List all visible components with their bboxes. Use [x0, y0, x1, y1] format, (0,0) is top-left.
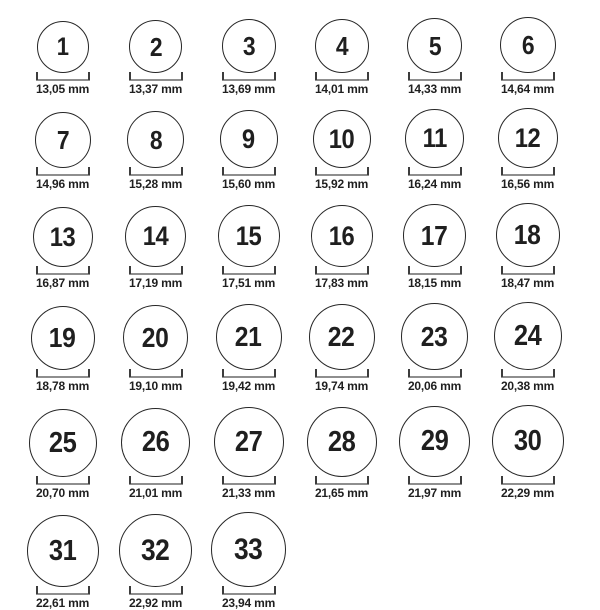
diameter-label: 17,19 mm	[128, 276, 183, 290]
measure-left-tick-icon	[222, 369, 224, 377]
diameter-measure-line	[501, 168, 555, 176]
diameter-label: 20,06 mm	[407, 379, 462, 393]
measure-right-tick-icon	[88, 167, 90, 175]
ring-size-number: 17	[421, 219, 448, 251]
ring-size-item	[109, 305, 202, 393]
ring-circle	[494, 302, 562, 370]
ring-size-row	[16, 405, 600, 500]
ring-circle	[29, 409, 97, 477]
diameter-label: 17,51 mm	[221, 276, 276, 290]
diameter-measure-line	[36, 267, 90, 275]
measure-right-tick-icon	[553, 167, 555, 175]
measure-left-tick-icon	[222, 72, 224, 80]
measure-left-tick-icon	[408, 369, 410, 377]
diameter-label: 14,64 mm	[500, 82, 555, 96]
ring-size-item	[202, 110, 295, 191]
ring-circle	[31, 306, 95, 370]
diameter-measure-line	[129, 168, 183, 176]
ring-circle	[401, 303, 468, 370]
ring-size-grid	[16, 17, 600, 610]
ring-size-item	[388, 303, 481, 393]
diameter-measure-line	[408, 267, 462, 275]
diameter-label: 21,97 mm	[407, 486, 462, 500]
diameter-label: 20,70 mm	[35, 486, 90, 500]
ring-size-number: 1	[56, 32, 69, 61]
ring-size-number: 32	[141, 533, 170, 567]
diameter-measure-line	[222, 73, 276, 81]
diameter-measure-line	[129, 370, 183, 378]
ring-size-item	[295, 407, 388, 500]
diameter-measure-line	[36, 477, 90, 485]
ring-size-item	[109, 514, 202, 610]
ring-size-number: 3	[242, 31, 255, 61]
diameter-measure-line	[222, 477, 276, 485]
measure-left-tick-icon	[36, 476, 38, 484]
diameter-measure-line	[408, 370, 462, 378]
measure-left-tick-icon	[315, 167, 317, 175]
ring-circle	[121, 408, 190, 477]
ring-size-item	[109, 20, 202, 96]
ring-circle	[119, 514, 192, 587]
diameter-label: 21,65 mm	[314, 486, 369, 500]
ring-circle	[125, 206, 186, 267]
ring-circle	[399, 406, 470, 477]
diameter-label: 18,15 mm	[407, 276, 462, 290]
ring-circle	[222, 19, 276, 73]
ring-size-number: 25	[48, 426, 77, 459]
diameter-measure-line	[501, 477, 555, 485]
ring-size-item	[16, 112, 109, 191]
ring-size-item	[16, 21, 109, 96]
diameter-measure-line	[129, 267, 183, 275]
ring-size-number: 5	[428, 30, 441, 61]
ring-circle	[218, 205, 280, 267]
measure-left-tick-icon	[315, 476, 317, 484]
diameter-measure-line	[36, 587, 90, 595]
ring-size-item	[202, 407, 295, 500]
diameter-measure-line	[129, 477, 183, 485]
ring-circle	[27, 515, 99, 587]
diameter-measure-line	[501, 267, 555, 275]
ring-size-item	[388, 204, 481, 290]
diameter-label: 19,10 mm	[128, 379, 183, 393]
ring-circle	[37, 21, 89, 73]
ring-size-item	[481, 108, 574, 191]
measure-right-tick-icon	[553, 476, 555, 484]
diameter-measure-line	[315, 73, 369, 81]
measure-right-tick-icon	[274, 369, 276, 377]
ring-size-number: 2	[149, 31, 162, 62]
measure-left-tick-icon	[501, 369, 503, 377]
ring-size-item	[295, 304, 388, 393]
ring-circle	[311, 205, 373, 267]
ring-circle	[496, 203, 560, 267]
measure-left-tick-icon	[36, 167, 38, 175]
ring-size-item	[109, 206, 202, 290]
measure-right-tick-icon	[181, 266, 183, 274]
measure-right-tick-icon	[367, 72, 369, 80]
ring-circle	[492, 405, 564, 477]
measure-left-tick-icon	[129, 167, 131, 175]
measure-right-tick-icon	[367, 167, 369, 175]
diameter-measure-line	[222, 267, 276, 275]
diameter-label: 21,33 mm	[221, 486, 276, 500]
diameter-measure-line	[129, 587, 183, 595]
ring-size-row	[16, 302, 600, 393]
ring-size-number: 12	[514, 122, 541, 153]
diameter-label: 19,42 mm	[221, 379, 276, 393]
ring-size-item	[481, 203, 574, 290]
measure-right-tick-icon	[460, 167, 462, 175]
ring-size-item	[202, 19, 295, 96]
diameter-measure-line	[315, 267, 369, 275]
ring-circle	[211, 512, 286, 587]
ring-circle	[220, 110, 278, 168]
ring-circle	[35, 112, 91, 168]
measure-right-tick-icon	[181, 167, 183, 175]
ring-size-number: 19	[49, 322, 76, 353]
measure-right-tick-icon	[460, 369, 462, 377]
diameter-measure-line	[36, 370, 90, 378]
ring-size-item	[295, 110, 388, 191]
ring-size-item	[481, 302, 574, 393]
measure-right-tick-icon	[274, 586, 276, 594]
diameter-label: 21,01 mm	[128, 486, 183, 500]
diameter-measure-line	[408, 168, 462, 176]
ring-circle	[33, 207, 93, 267]
ring-size-item	[16, 409, 109, 500]
diameter-label: 22,92 mm	[128, 596, 183, 610]
ring-circle	[403, 204, 466, 267]
measure-right-tick-icon	[460, 476, 462, 484]
measure-left-tick-icon	[36, 586, 38, 594]
diameter-label: 22,29 mm	[500, 486, 555, 500]
ring-circle	[216, 304, 282, 370]
measure-right-tick-icon	[274, 72, 276, 80]
ring-size-item	[16, 306, 109, 393]
measure-left-tick-icon	[222, 476, 224, 484]
ring-size-number: 33	[234, 532, 263, 566]
diameter-measure-line	[222, 370, 276, 378]
measure-left-tick-icon	[129, 266, 131, 274]
ring-size-number: 31	[48, 534, 77, 567]
measure-right-tick-icon	[88, 586, 90, 594]
ring-size-number: 29	[420, 425, 449, 457]
ring-circle	[498, 108, 558, 168]
ring-size-number: 21	[235, 321, 262, 352]
diameter-measure-line	[36, 168, 90, 176]
diameter-label: 13,69 mm	[221, 82, 276, 96]
measure-left-tick-icon	[315, 266, 317, 274]
ring-circle	[407, 18, 462, 73]
measure-right-tick-icon	[553, 369, 555, 377]
ring-circle	[315, 19, 369, 73]
ring-size-item	[16, 515, 109, 610]
ring-size-item	[202, 205, 295, 290]
diameter-measure-line	[222, 587, 276, 595]
measure-right-tick-icon	[274, 266, 276, 274]
ring-size-number: 14	[142, 221, 169, 251]
ring-circle	[405, 109, 464, 168]
ring-size-item	[109, 408, 202, 500]
diameter-label: 19,74 mm	[314, 379, 369, 393]
ring-size-row	[16, 108, 600, 191]
ring-circle	[127, 111, 184, 168]
measure-left-tick-icon	[408, 167, 410, 175]
ring-size-item	[202, 512, 295, 610]
measure-left-tick-icon	[129, 72, 131, 80]
measure-right-tick-icon	[181, 72, 183, 80]
ring-size-number: 18	[514, 219, 541, 250]
measure-left-tick-icon	[36, 266, 38, 274]
ring-size-item	[481, 17, 574, 96]
ring-size-number: 8	[149, 124, 162, 155]
ring-circle	[123, 305, 188, 370]
ring-size-number: 9	[242, 123, 255, 154]
ring-circle	[214, 407, 284, 477]
ring-size-item	[481, 405, 574, 500]
measure-right-tick-icon	[367, 266, 369, 274]
ring-circle	[500, 17, 556, 73]
measure-right-tick-icon	[274, 167, 276, 175]
diameter-label: 15,28 mm	[128, 177, 183, 191]
diameter-label: 15,60 mm	[221, 177, 276, 191]
diameter-label: 13,37 mm	[128, 82, 183, 96]
measure-left-tick-icon	[222, 167, 224, 175]
measure-right-tick-icon	[460, 72, 462, 80]
measure-right-tick-icon	[553, 266, 555, 274]
measure-left-tick-icon	[36, 72, 38, 80]
measure-right-tick-icon	[88, 72, 90, 80]
ring-size-number: 6	[521, 30, 534, 60]
diameter-label: 14,33 mm	[407, 82, 462, 96]
measure-right-tick-icon	[88, 369, 90, 377]
ring-circle	[309, 304, 375, 370]
diameter-measure-line	[315, 168, 369, 176]
diameter-label: 16,24 mm	[407, 177, 462, 191]
ring-size-item	[388, 406, 481, 500]
ring-size-item	[295, 205, 388, 290]
ring-size-row	[16, 17, 600, 96]
diameter-measure-line	[36, 73, 90, 81]
diameter-label: 17,83 mm	[314, 276, 369, 290]
ring-size-row	[16, 512, 600, 610]
diameter-label: 18,47 mm	[500, 276, 555, 290]
measure-left-tick-icon	[222, 586, 224, 594]
ring-size-number: 27	[234, 425, 263, 458]
measure-left-tick-icon	[501, 72, 503, 80]
ring-size-item	[388, 18, 481, 96]
measure-right-tick-icon	[367, 476, 369, 484]
ring-size-number: 15	[235, 220, 262, 251]
diameter-measure-line	[129, 73, 183, 81]
ring-size-number: 4	[335, 31, 348, 61]
measure-right-tick-icon	[181, 369, 183, 377]
ring-size-number: 16	[328, 220, 355, 251]
ring-circle	[313, 110, 371, 168]
diameter-label: 13,05 mm	[35, 82, 90, 96]
measure-left-tick-icon	[36, 369, 38, 377]
diameter-label: 14,01 mm	[314, 82, 369, 96]
ring-size-item	[16, 207, 109, 290]
ring-size-number: 10	[328, 123, 355, 154]
ring-size-row	[16, 203, 600, 290]
diameter-label: 23,94 mm	[221, 596, 276, 610]
measure-left-tick-icon	[408, 72, 410, 80]
diameter-measure-line	[315, 370, 369, 378]
measure-left-tick-icon	[501, 266, 503, 274]
diameter-label: 16,56 mm	[500, 177, 555, 191]
ring-size-number: 28	[327, 425, 356, 458]
measure-right-tick-icon	[367, 369, 369, 377]
diameter-label: 22,61 mm	[35, 596, 90, 610]
ring-size-number: 30	[513, 424, 542, 457]
diameter-label: 14,96 mm	[35, 177, 90, 191]
ring-size-number: 26	[141, 426, 170, 458]
measure-right-tick-icon	[274, 476, 276, 484]
ring-size-number: 13	[49, 221, 76, 252]
measure-left-tick-icon	[315, 369, 317, 377]
measure-right-tick-icon	[460, 266, 462, 274]
measure-left-tick-icon	[129, 476, 131, 484]
diameter-measure-line	[501, 370, 555, 378]
diameter-label: 15,92 mm	[314, 177, 369, 191]
measure-left-tick-icon	[129, 369, 131, 377]
measure-left-tick-icon	[408, 266, 410, 274]
ring-size-item	[388, 109, 481, 191]
measure-right-tick-icon	[88, 476, 90, 484]
diameter-measure-line	[222, 168, 276, 176]
diameter-measure-line	[315, 477, 369, 485]
diameter-measure-line	[501, 73, 555, 81]
ring-size-item	[202, 304, 295, 393]
diameter-measure-line	[408, 73, 462, 81]
diameter-label: 16,87 mm	[35, 276, 90, 290]
measure-left-tick-icon	[315, 72, 317, 80]
measure-right-tick-icon	[553, 72, 555, 80]
ring-size-number: 20	[142, 321, 169, 353]
ring-size-item	[295, 19, 388, 96]
ring-size-number: 23	[421, 320, 448, 352]
measure-left-tick-icon	[501, 167, 503, 175]
diameter-label: 18,78 mm	[35, 379, 90, 393]
diameter-measure-line	[408, 477, 462, 485]
measure-right-tick-icon	[181, 476, 183, 484]
measure-left-tick-icon	[408, 476, 410, 484]
measure-right-tick-icon	[88, 266, 90, 274]
ring-size-number: 24	[513, 319, 542, 352]
ring-size-number: 11	[422, 123, 447, 153]
measure-left-tick-icon	[129, 586, 131, 594]
measure-left-tick-icon	[501, 476, 503, 484]
ring-size-number: 22	[328, 321, 355, 352]
ring-circle	[307, 407, 377, 477]
ring-size-number: 7	[56, 125, 69, 155]
ring-circle	[129, 20, 182, 73]
measure-left-tick-icon	[222, 266, 224, 274]
diameter-label: 20,38 mm	[500, 379, 555, 393]
ring-size-item	[109, 111, 202, 191]
measure-right-tick-icon	[181, 586, 183, 594]
